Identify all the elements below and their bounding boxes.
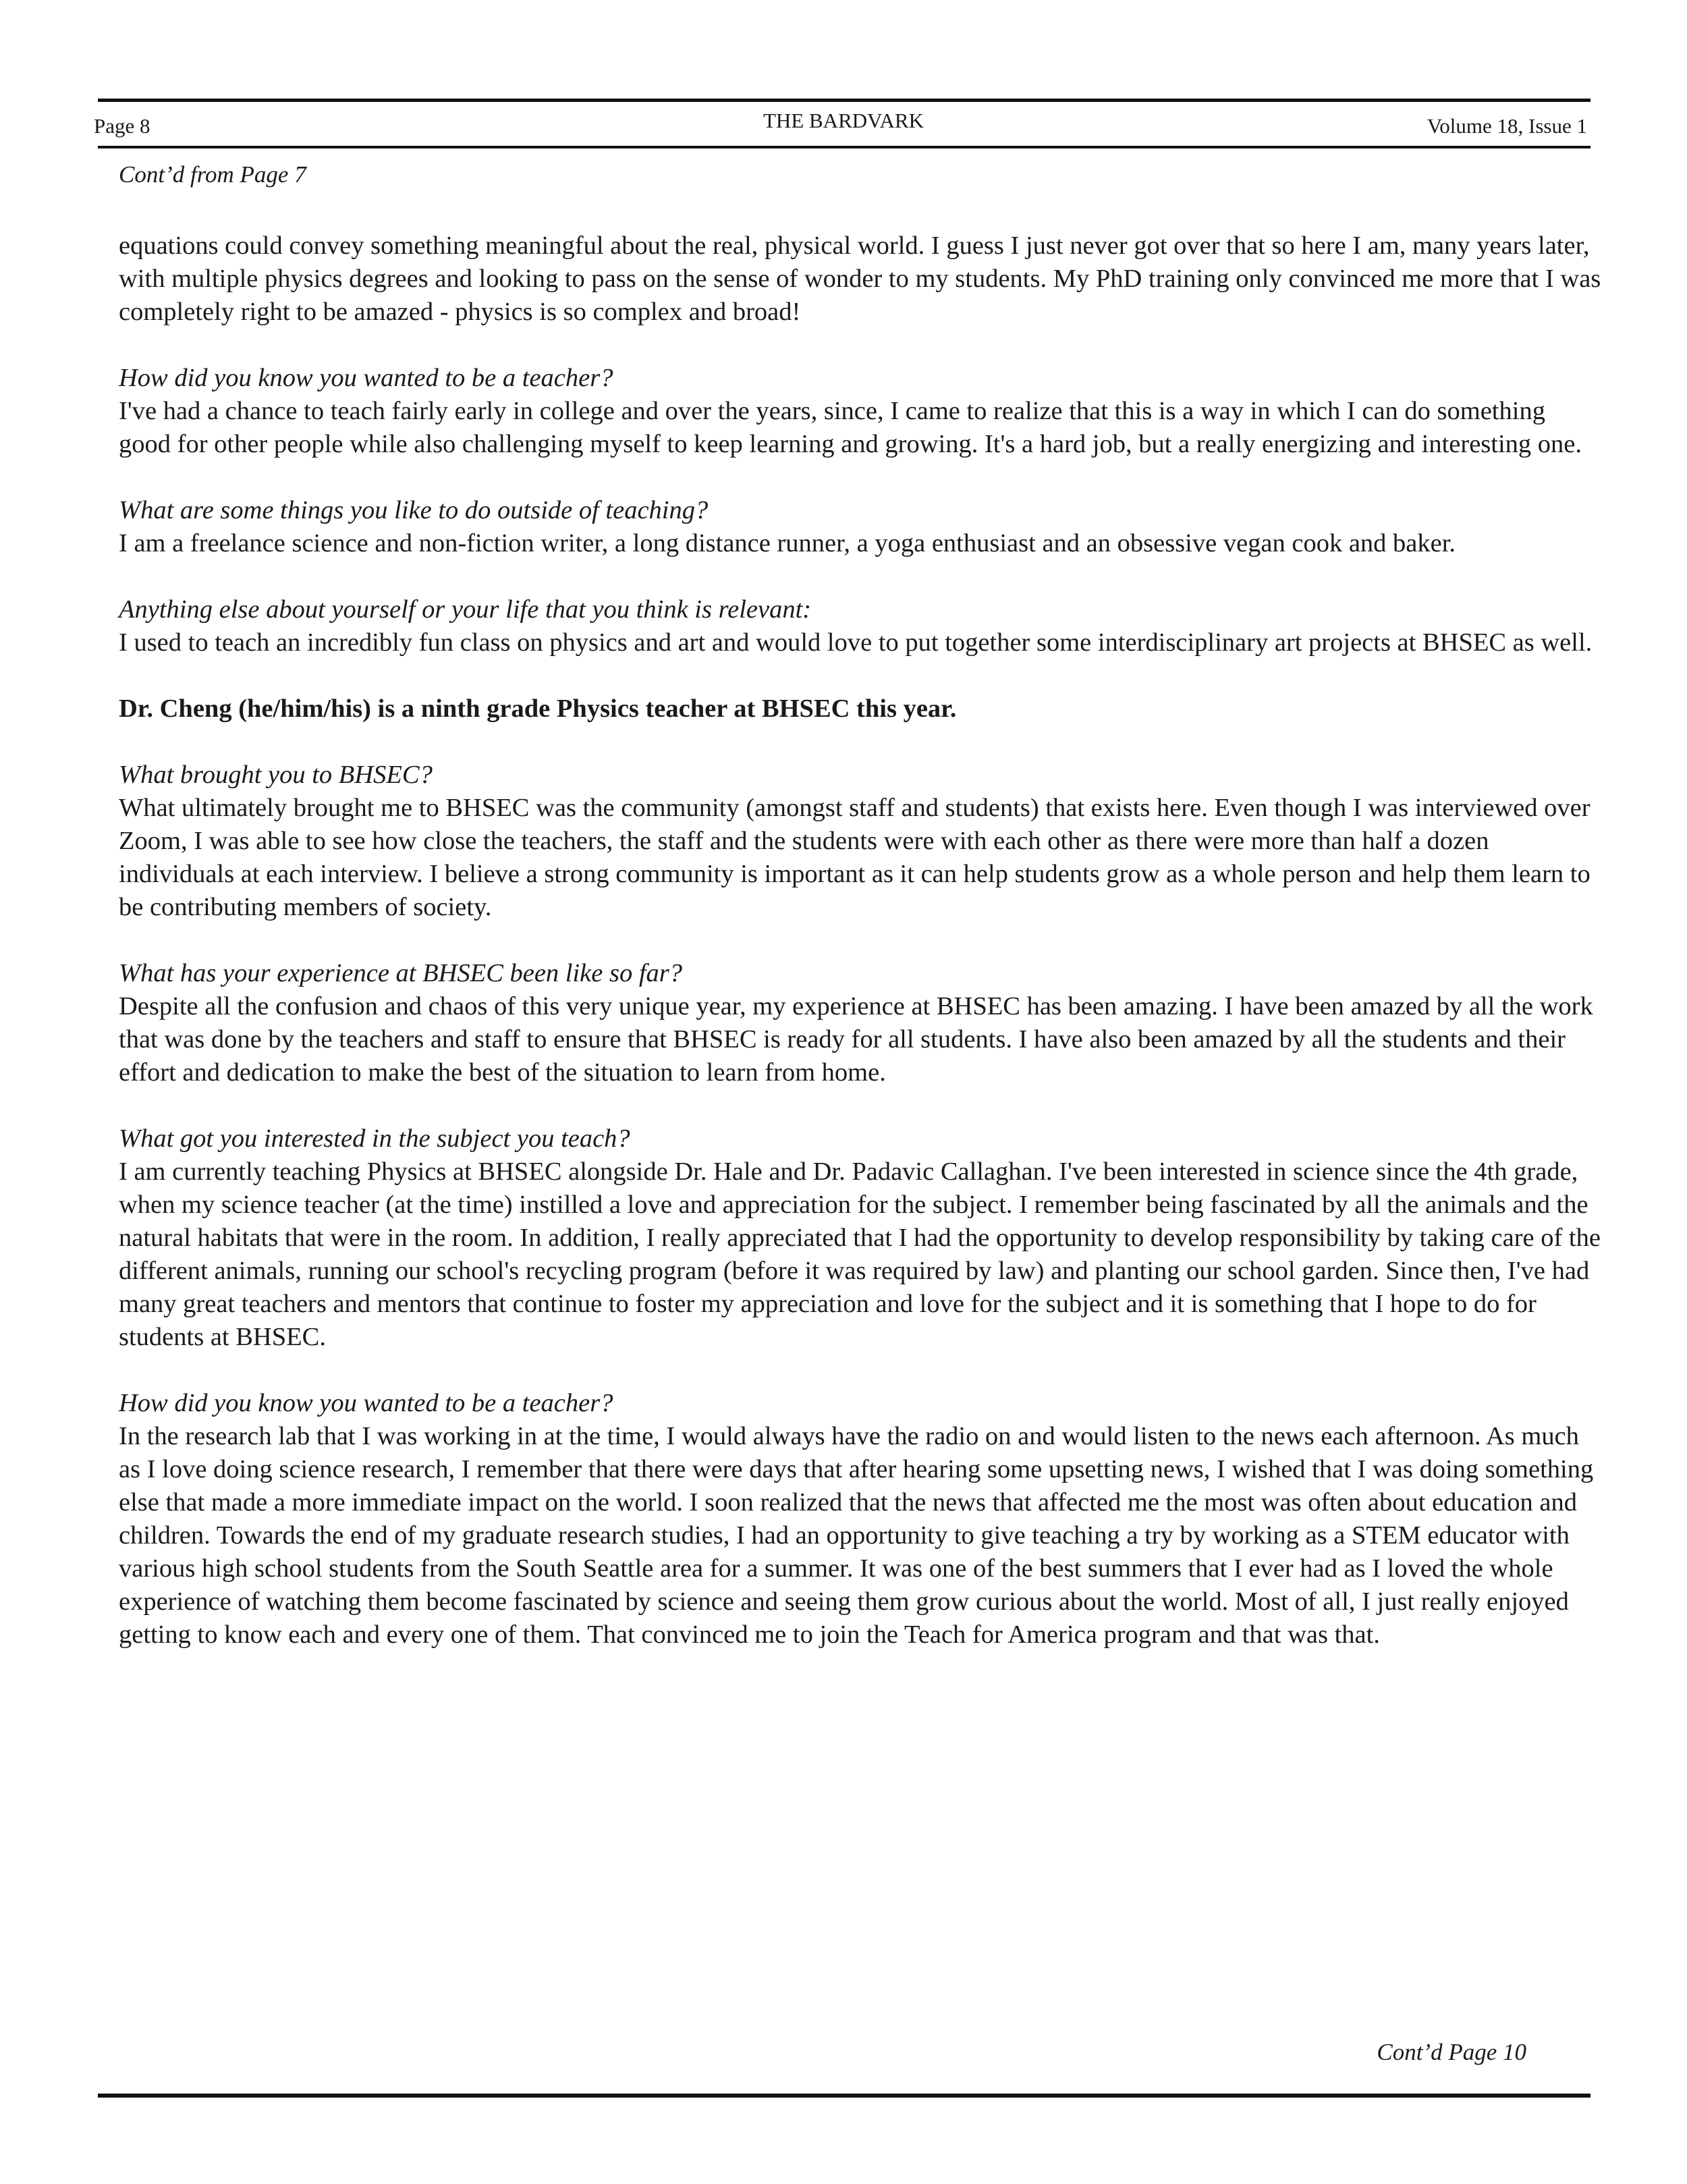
question: What are some things you like to do outside of teaching? (119, 496, 709, 524)
volume-issue: Volume 18, Issue 1 (1427, 114, 1587, 138)
answer: In the research lab that I was working in at the time, I would always have the radio on and would listen to the news each afternoon. As much as I love doing science research, I remember that there were days that after hearing some upsetting news, I wished that I was doing something else that made a more immediate impact on the world. I soon realized that the news that affected me the most was often about education and children. Towards the end of my graduate research studies, I had an opportunity to give teaching a try by working as a STEM educator with various high school students from the South Seattle area for a summer. It was one of the best summers that I ever had as I loved the whole experience of watching them become fascinated by science and seeing them grow curious about the world. Most of all, I just really enjoyed getting to know each and every one of them. That convinced me to join the Teach for America program and that was that. (119, 1422, 1594, 1649)
answer: I used to teach an incredibly fun class on physics and art and would love to put together some interdisciplinary art projects at BHSEC as well. (119, 628, 1593, 657)
question: What has your experience at BHSEC been like so far? (119, 959, 683, 987)
question: What got you interested in the subject you teach? (119, 1124, 630, 1153)
answer: I am a freelance science and non-fiction writer, a long distance runner, a yoga enthusiast and an obsessive vegan cook and baker. (119, 529, 1456, 557)
intro-paragraph: equations could convey something meaningful about the real, physical world. I guess I just never got over that so here I am, many years later, with multiple physics degrees and looking to pass on the sense of wonder to my students. My PhD training only convinced me more that I was completely right to be amazed - physics is so complex and broad! (119, 231, 1601, 326)
header-bottom-rule (98, 146, 1591, 148)
qa-block (119, 494, 1603, 560)
answer: Despite all the confusion and chaos of this very unique year, my experience at BHSEC has been amazing. I have been amazed by all the work that was done by the teachers and staff to ensure that BHSEC is ready for all students. I have also been amazed by all the students and their effort and dedication to make the best of the situation to learn from home. (119, 992, 1593, 1087)
qa-block (119, 1122, 1603, 1354)
section-heading-block (119, 692, 1603, 726)
answer: What ultimately brought me to BHSEC was the community (amongst staff and students) that exists here. Even though I was interviewed over Zoom, I was able to see how close the teachers, the staff and the students were with each other as there were more than half a dozen individuals at each interview. I believe a strong community is important as it can help students grow as a whole person and help them learn to be contributing members of society. (119, 794, 1591, 921)
question: How did you know you wanted to be a teacher? (119, 364, 613, 392)
answer: I've had a chance to teach fairly early in college and over the years, since, I came to realize that this is a way in which I can do something good for other people while also challenging myself to keep learning and growing. It's a hard job, but a really energizing and interesting one. (119, 397, 1582, 458)
qa-block (119, 593, 1603, 659)
answer: I am currently teaching Physics at BHSEC alongside Dr. Hale and Dr. Padavic Callaghan. I've been interested in science since the 4th grade, when my science teacher (at the time) instilled a love and appreciation for the subject. I remember being fascinated by all the animals and the natural habitats that were in the room. In addition, I really appreciated that I had the opportunity to develop responsibility by taking care of the different animals, running our school's recycling program (before it was required by law) and planting our school garden. Since then, I've had many great teachers and mentors that continue to foster my appreciation and love for the subject and it is something that I hope to do for students at BHSEC. (119, 1157, 1601, 1351)
qa-block (119, 1387, 1603, 1651)
continued-from-note: Cont’d from Page 7 (119, 161, 306, 188)
continued-to-note: Cont’d Page 10 (1377, 2039, 1526, 2065)
qa-block (119, 759, 1603, 924)
qa-block (119, 362, 1603, 461)
question: How did you know you wanted to be a teacher? (119, 1389, 613, 1417)
qa-block (119, 957, 1603, 1089)
section-heading: Dr. Cheng (he/him/his) is a ninth grade Physics teacher at BHSEC this year. (119, 694, 957, 723)
footer-rule (98, 2094, 1591, 2098)
page-number: Page 8 (94, 114, 150, 138)
article-body (119, 229, 1603, 1685)
intro-block (119, 229, 1603, 329)
question: Anything else about yourself or your life that you think is relevant: (119, 595, 812, 624)
publication-title: THE BARDVARK (763, 109, 924, 132)
header-top-rule (98, 99, 1591, 102)
question: What brought you to BHSEC? (119, 761, 433, 789)
